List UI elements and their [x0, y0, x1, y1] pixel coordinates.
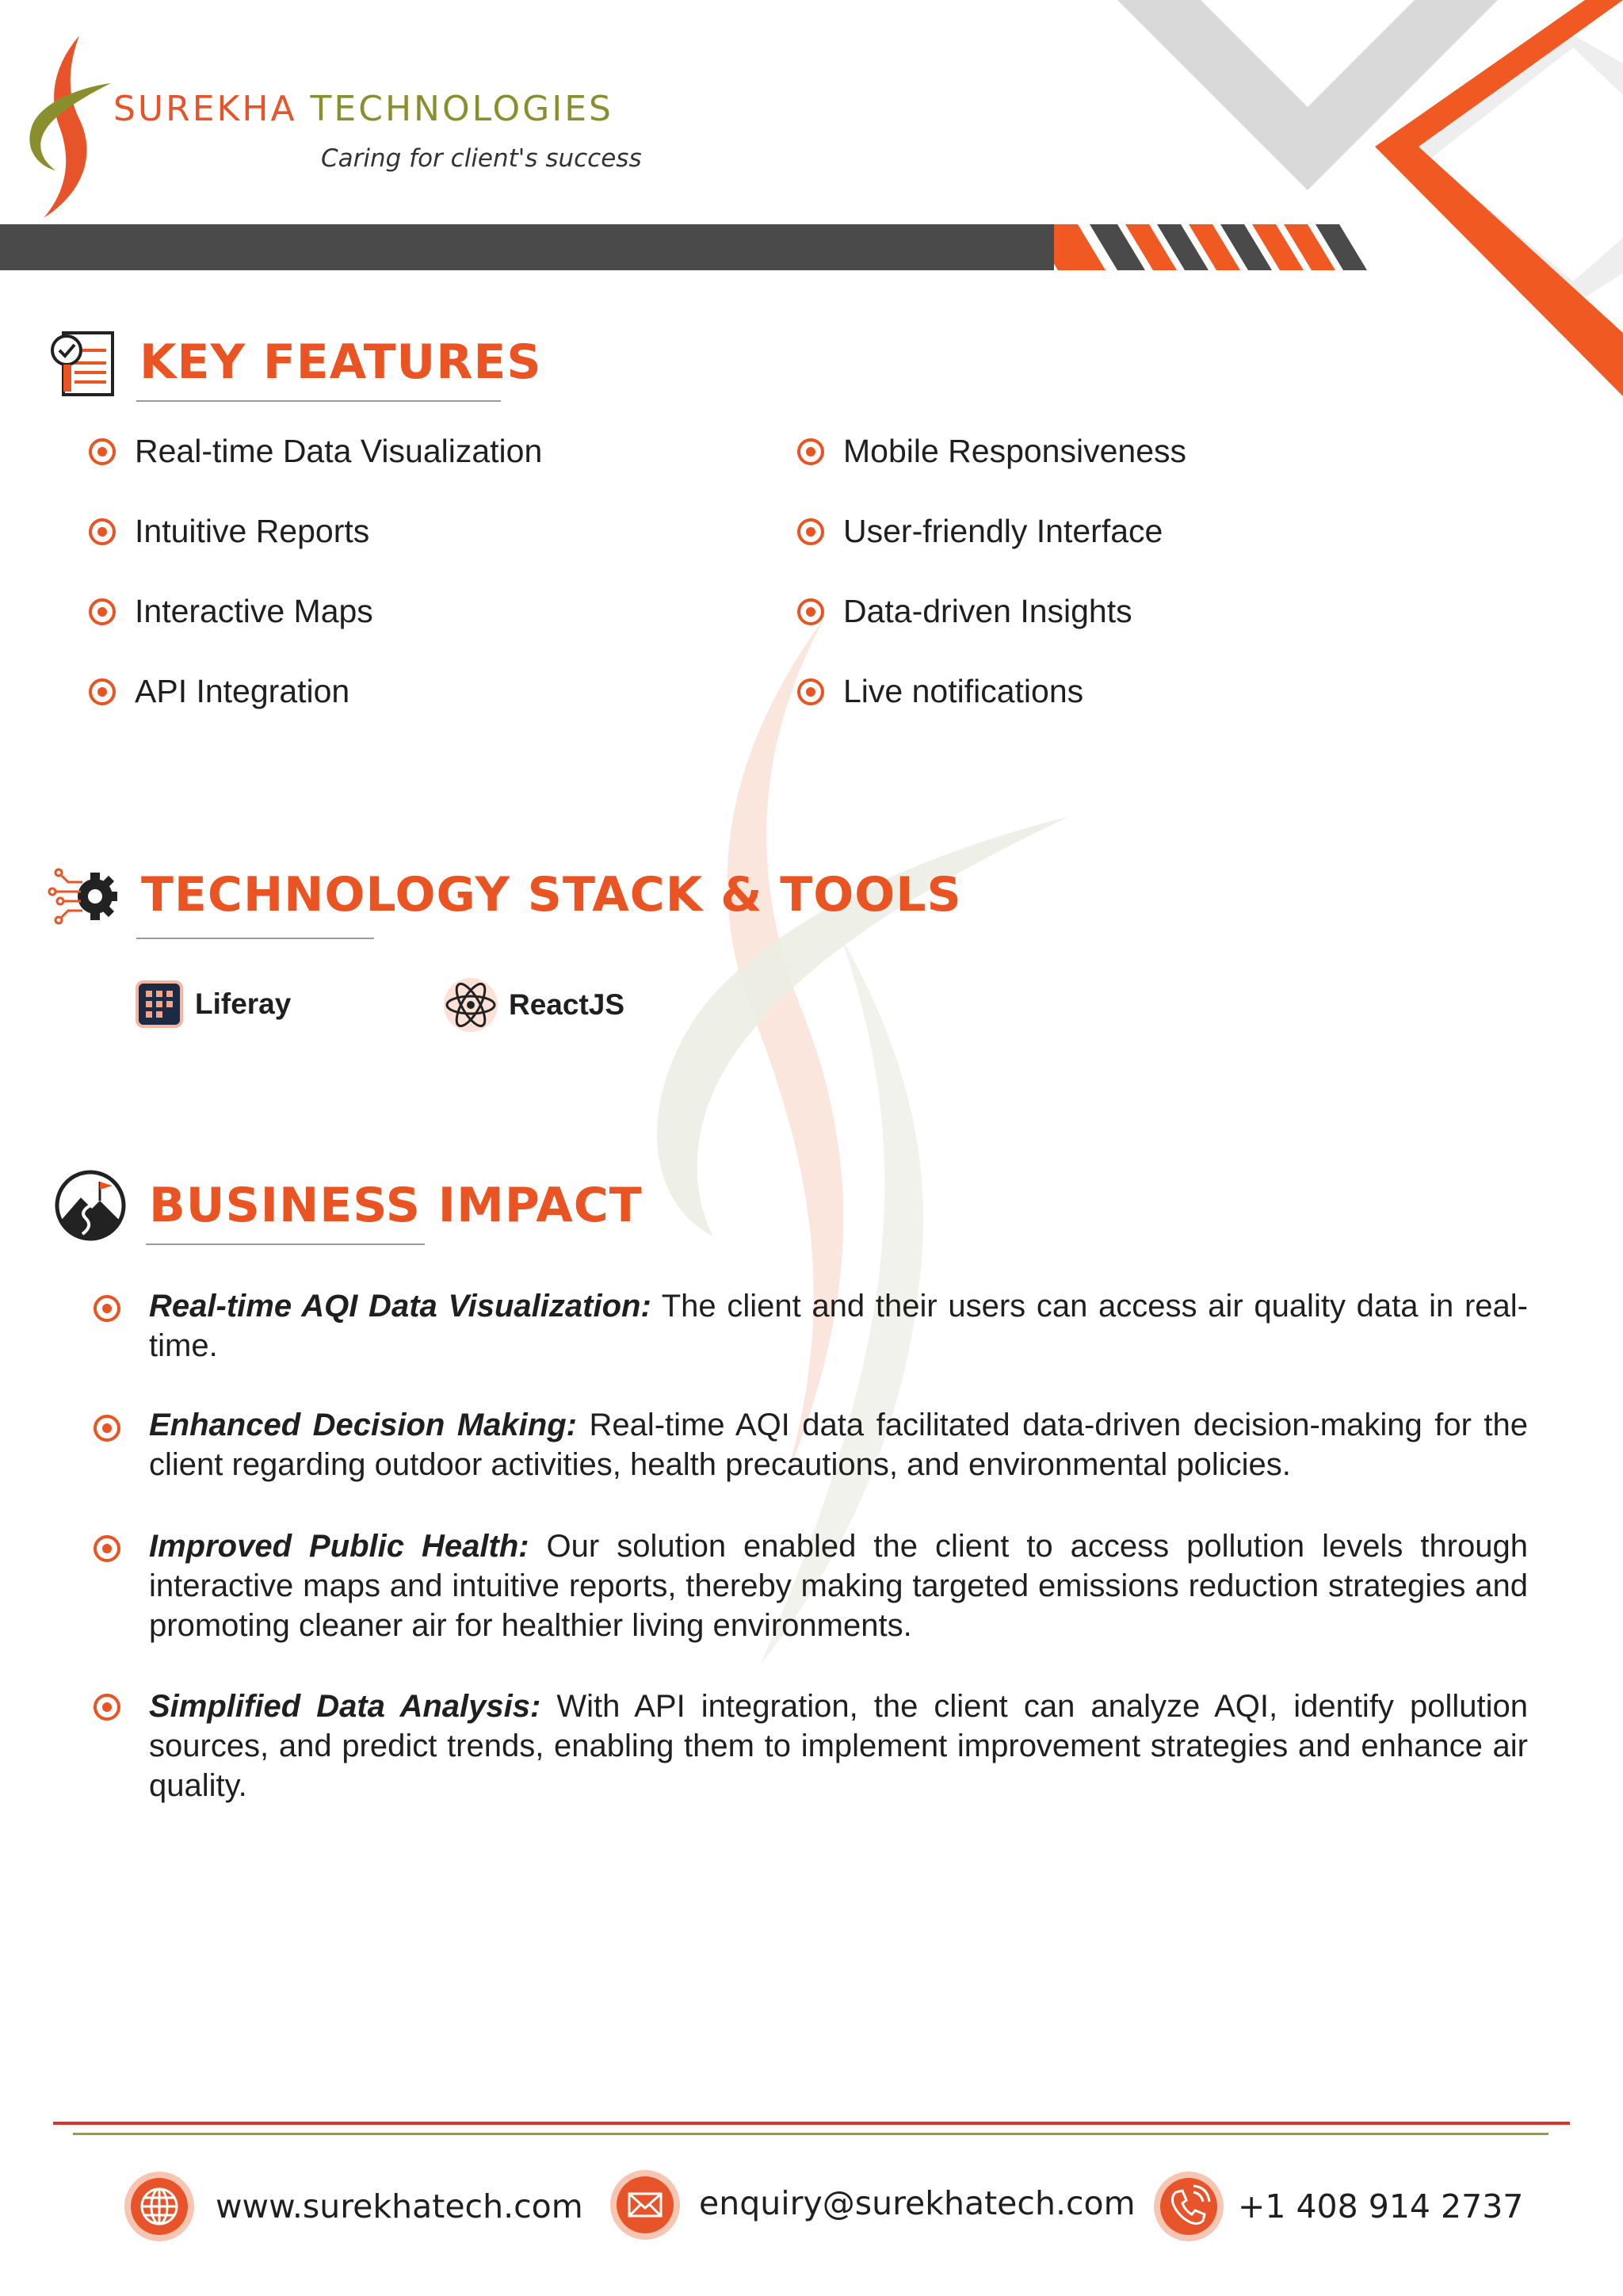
- target-bullet-icon: [796, 517, 826, 547]
- impact-label: Simplified Data Analysis:: [149, 1689, 541, 1724]
- footer-divider-olive: [73, 2133, 1549, 2135]
- header-bar: [0, 224, 1054, 270]
- phone-icon: [1152, 2170, 1225, 2243]
- globe-icon: [123, 2170, 196, 2243]
- feature-label: Live notifications: [843, 673, 1084, 709]
- target-bullet-icon: [92, 1692, 122, 1722]
- checklist-icon: [48, 327, 120, 399]
- feature-label: Interactive Maps: [135, 593, 373, 629]
- surekha-logo-icon: [24, 32, 111, 222]
- feature-item: [87, 513, 369, 550]
- tool-item: [441, 975, 624, 1035]
- impact-item: [149, 1526, 1528, 1645]
- feature-item: [796, 673, 1083, 710]
- target-bullet-icon: [92, 1534, 122, 1564]
- impact-text: With API integration, the client can analyze AQI, identify pollution sources, and predict trends, enabling them to implement improvement strategies and enhance air quality.: [149, 1689, 1528, 1803]
- email-link[interactable]: enquiry@surekhatech.com: [699, 2184, 1136, 2222]
- footer-divider-red: [53, 2122, 1570, 2125]
- business-impact-underline: [146, 1244, 425, 1245]
- target-bullet-icon: [796, 437, 826, 467]
- feature-label: Intuitive Reports: [135, 513, 370, 549]
- email-icon: [609, 2168, 682, 2241]
- impact-item: [149, 1405, 1528, 1484]
- impact-text: Our solution enabled the client to access pollution levels through interactive maps and intuitive reports, thereby making targeted emissions reduction strategies and promoting cleaner air for healthier living environments.: [149, 1529, 1528, 1643]
- circuit-gear-icon: [46, 860, 119, 933]
- feature-item: [796, 593, 1132, 630]
- feature-label: User-friendly Interface: [843, 513, 1163, 549]
- feature-item: [87, 433, 542, 470]
- target-bullet-icon: [87, 677, 117, 707]
- target-bullet-icon: [796, 597, 826, 627]
- brand-name: SUREKHA TECHNOLOGIES: [113, 89, 613, 129]
- feature-item: [796, 513, 1163, 550]
- tool-item: [135, 980, 291, 1029]
- feature-label: API Integration: [135, 673, 350, 709]
- phone-number[interactable]: +1 408 914 2737: [1238, 2187, 1524, 2225]
- impact-label: Enhanced Decision Making:: [149, 1408, 577, 1442]
- feature-item: [87, 673, 349, 710]
- feature-label: Mobile Responsiveness: [843, 433, 1187, 469]
- tech-stack-underline: [136, 938, 374, 939]
- target-bullet-icon: [92, 1413, 122, 1443]
- tech-stack-title: TECHNOLOGY STACK & TOOLS: [141, 867, 962, 923]
- react-logo-icon: [441, 975, 501, 1035]
- key-features-title: KEY FEATURES: [139, 334, 542, 390]
- target-bullet-icon: [87, 597, 117, 627]
- target-bullet-icon: [796, 677, 826, 707]
- target-bullet-icon: [87, 517, 117, 547]
- tool-label: Liferay: [195, 988, 292, 1020]
- liferay-logo-icon: [135, 980, 184, 1029]
- target-bullet-icon: [87, 437, 117, 467]
- mountain-flag-icon: [54, 1169, 127, 1242]
- impact-text: Real-time AQI data facilitated data-driven decision-making for the client regarding outdoor activities, health precautions, and environmental policies.: [149, 1408, 1528, 1482]
- impact-label: Real-time AQI Data Visualization:: [149, 1289, 651, 1324]
- feature-label: Data-driven Insights: [843, 593, 1132, 629]
- impact-label: Improved Public Health:: [149, 1529, 529, 1564]
- business-impact-title: BUSINESS IMPACT: [149, 1178, 643, 1233]
- impact-item: [149, 1687, 1528, 1805]
- impact-text: The client and their users can access air quality data in real-time.: [149, 1289, 1529, 1363]
- target-bullet-icon: [92, 1293, 122, 1324]
- feature-label: Real-time Data Visualization: [135, 433, 543, 469]
- impact-item: [149, 1286, 1528, 1366]
- key-features-underline: [136, 400, 501, 402]
- feature-item: [796, 433, 1186, 470]
- brand-tagline: Caring for client's success: [321, 144, 642, 173]
- website-link[interactable]: www.surekhatech.com: [216, 2187, 583, 2225]
- feature-item: [87, 593, 373, 630]
- tool-label: ReactJS: [509, 988, 625, 1021]
